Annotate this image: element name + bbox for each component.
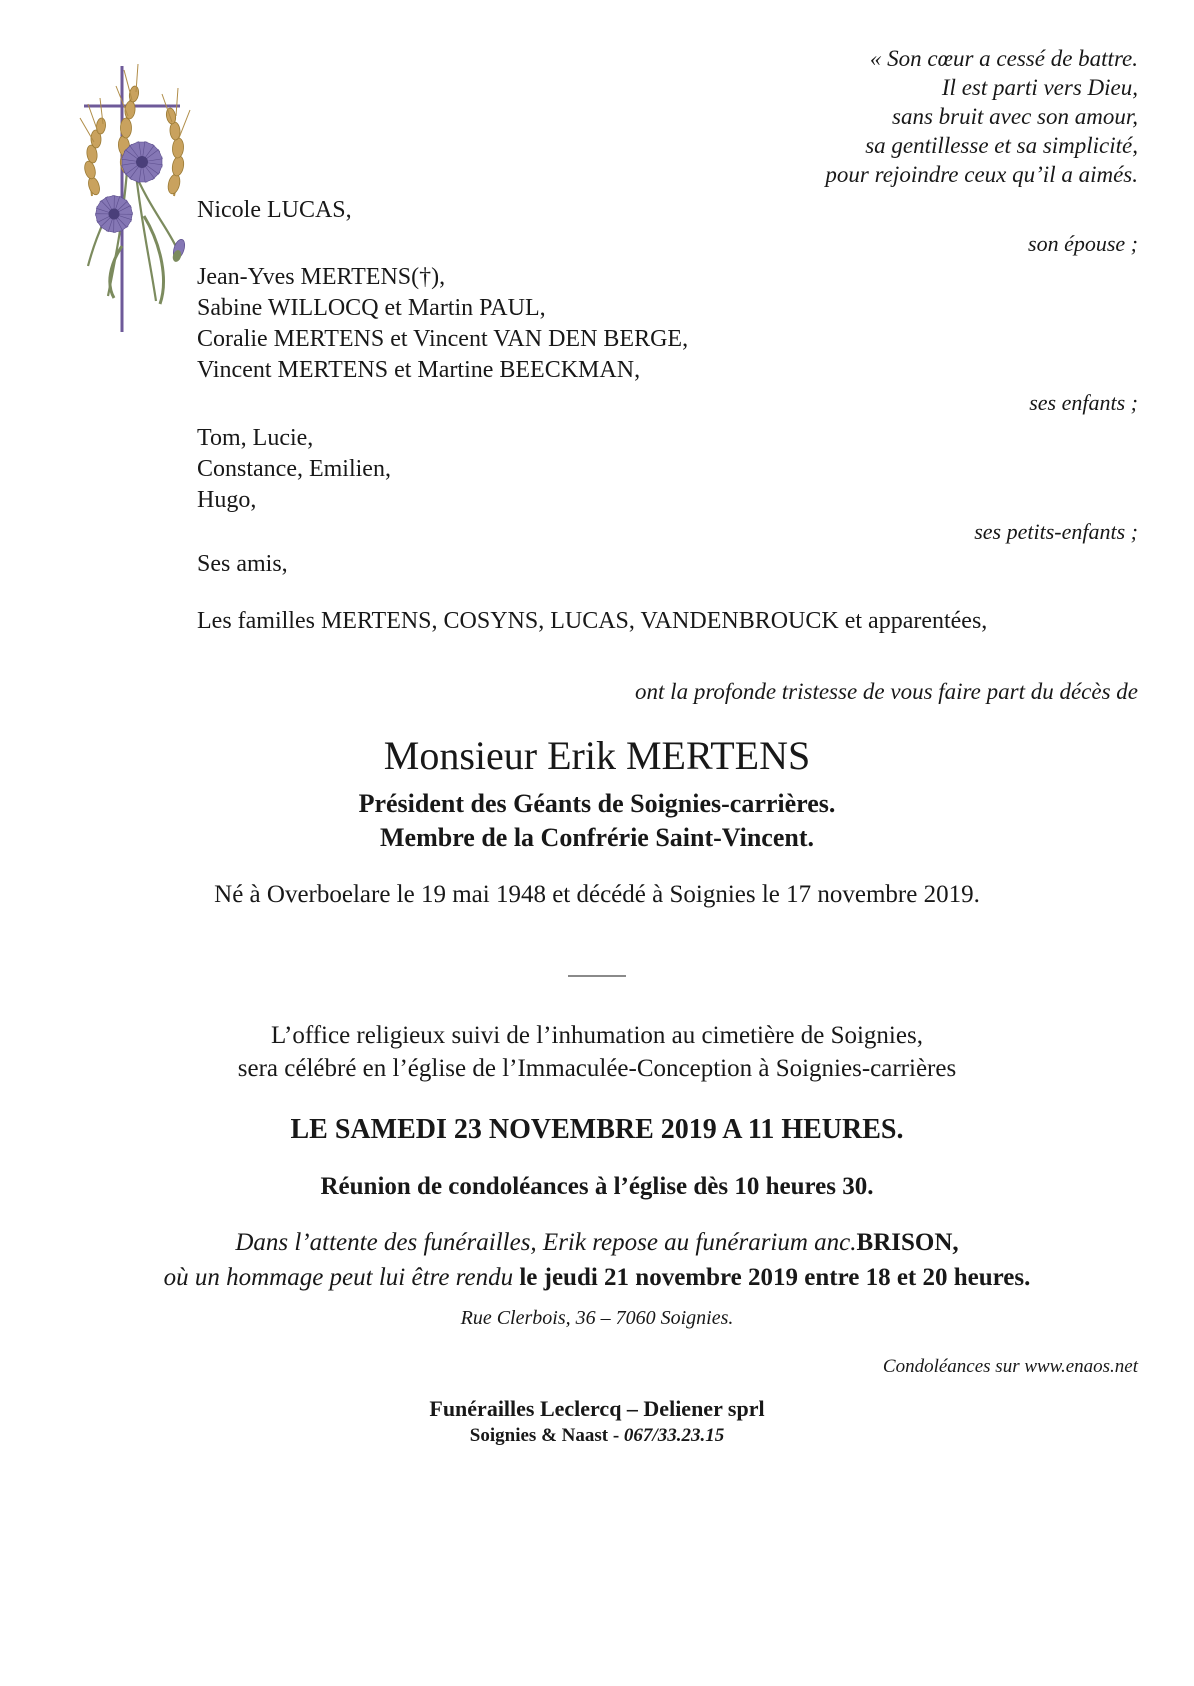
child-name: Vincent MERTENS et Martine BEECKMAN,: [197, 357, 641, 383]
relation-label-grandchildren: ses petits-enfants ;: [974, 519, 1138, 544]
funeral-home-phone: 067/33.23.15: [623, 1425, 725, 1446]
quote-line: pour rejoindre ceux qu’il a aimés.: [825, 162, 1138, 187]
ceremony-datetime: LE SAMEDI 23 NOVEMBRE 2019 A 11 HEURES.: [290, 1114, 904, 1145]
quote-line: sans bruit avec son amour,: [892, 104, 1138, 129]
child-name: Jean-Yves MERTENS(†),: [197, 264, 446, 290]
ceremony-line-2: sera célébré en l’église de l’Immaculée-Conception à Soignies-carrières: [237, 1055, 957, 1082]
wheat-ear-left: [80, 98, 106, 196]
announcement-line: ont la profonde tristesse de vous faire part du décès de: [635, 679, 1138, 704]
ceremony-line-1: L’office religieux suivi de l’inhumation au cimetière de Soignies,: [271, 1022, 923, 1049]
funerarium-name: BRISON: [856, 1229, 953, 1256]
grandchild-name: Tom, Lucie,: [197, 425, 314, 451]
funeral-home-contact: [0, 1424, 1194, 1448]
repose-line-2-italic: où un hommage peut lui être rendu: [163, 1264, 520, 1291]
grandchild-name: Constance, Emilien,: [197, 456, 391, 482]
child-name: Sabine WILLOCQ et Martin PAUL,: [197, 295, 546, 321]
funeral-home-locations: Soignies & Naast -: [469, 1425, 624, 1446]
condolence-meeting-line: Réunion de condoléances à l’église dès 10 heures 30.: [320, 1173, 874, 1200]
child-name: Coralie MERTENS et Vincent VAN DEN BERGE,: [197, 326, 689, 352]
repose-line-1-tail: ,: [952, 1229, 959, 1256]
wheat-ear-right: [162, 88, 190, 196]
grandchild-name: Hugo,: [197, 487, 257, 513]
cornflower-lower: [95, 195, 132, 232]
funerarium-address: Rue Clerbois, 36 – 7060 Soignies.: [460, 1307, 734, 1329]
ceremony-lines: [0, 1019, 1194, 1085]
section-divider: [568, 975, 626, 977]
grandchildren-names: [0, 423, 1194, 516]
funeral-home-name: Funérailles Leclercq – Deliener sprl: [429, 1396, 765, 1421]
repose-line-1-italic: Dans l’attente des funérailles, Erik repose au funérarium anc.: [235, 1229, 857, 1256]
online-condolences-line: Condoléances sur www.enaos.net: [882, 1356, 1138, 1377]
visit-datetime: le jeudi 21 novembre 2019 entre 18 et 20 heures.: [519, 1264, 1031, 1291]
deceased-role-1: Président des Géants de Soignies-carrières.: [358, 789, 836, 818]
repose-line-1: [0, 1225, 1194, 1260]
repose-lines: [0, 1225, 1194, 1295]
friends-line: Ses amis,: [197, 551, 288, 577]
cross-wheat-ornament: [58, 46, 234, 338]
deceased-role-2: Membre de la Confrérie Saint-Vincent.: [380, 823, 814, 852]
quote-line: sa gentillesse et sa simplicité,: [865, 133, 1138, 158]
quote-line: « Son cœur a cessé de battre.: [869, 46, 1138, 71]
relation-label-spouse: son épouse ;: [1028, 231, 1138, 256]
repose-line-2: [0, 1260, 1194, 1295]
spouse-name: Nicole LUCAS,: [197, 197, 352, 223]
quote-line: Il est parti vers Dieu,: [941, 75, 1138, 100]
deceased-name-title: Monsieur Erik MERTENS: [383, 733, 811, 778]
families-line: Les familles MERTENS, COSYNS, LUCAS, VANDENBROUCK et apparentées,: [197, 608, 988, 634]
birth-death-line: Né à Overboelare le 19 mai 1948 et décédé à Soignies le 17 novembre 2019.: [214, 881, 980, 908]
relation-label-children: ses enfants ;: [1029, 390, 1138, 415]
cornflower-top: [122, 142, 163, 183]
